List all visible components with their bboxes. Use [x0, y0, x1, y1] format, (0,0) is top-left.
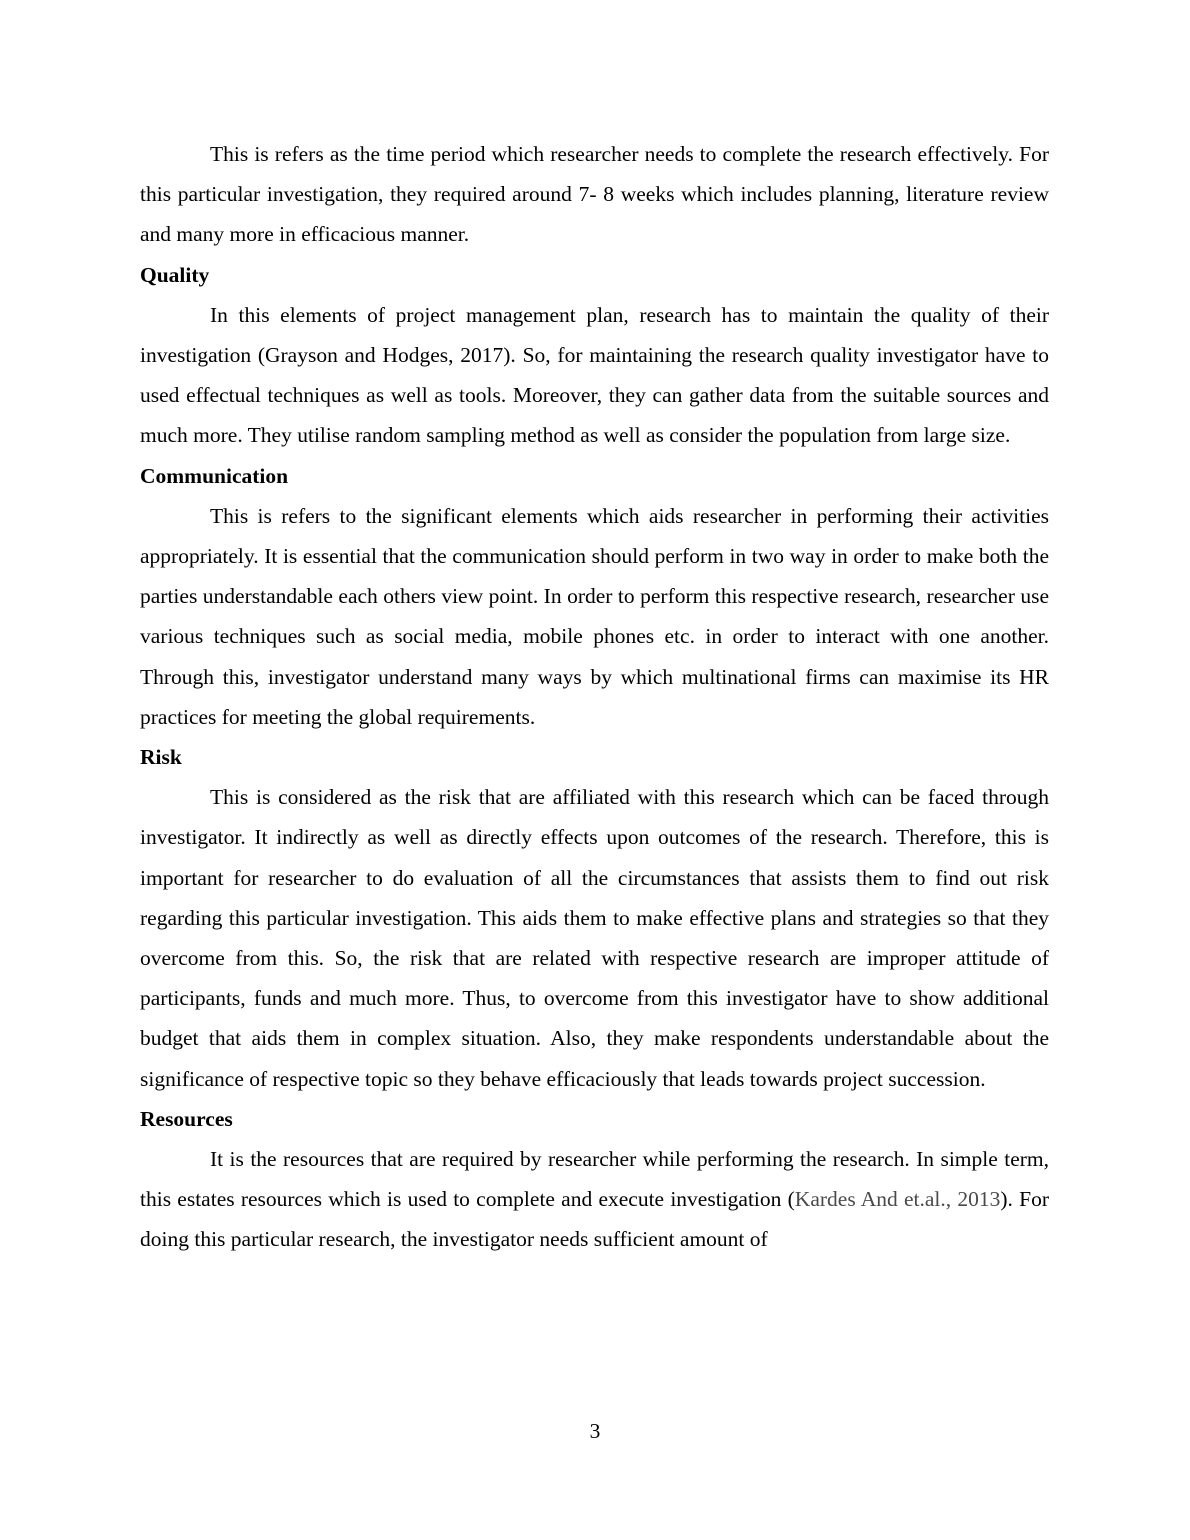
section-body-risk: This is considered as the risk that are affiliated with this research which can be faced through investigator. It indirectly as well as directly effects upon outcomes of the research. Therefore, this is important for researcher to do evaluation of all the circumstances that assists them to find out risk regarding this particular investigation. This aids them to make effective plans and strategies so that they overcome from this. So, the risk that are related with respective research are improper attitude of participants, funds and much more. Thus, to overcome from this investigator have to show additional budget that aids them in complex situation. Also, they make respondents understandable about the significance of respective topic so they behave efficaciously that leads towards project succession.: [140, 785, 1049, 1091]
resources-citation: Kardes And et.al., 2013: [794, 1187, 1001, 1212]
section-heading-risk: Risk: [140, 745, 182, 770]
document-body: [140, 134, 1049, 1260]
section-body-communication: This is refers to the significant elements which aids researcher in performing their activities appropriately. It is essential that the communication should perform in two way in order to make both the parties understandable each others view point. In order to perform this respective research, researcher use various techniques such as social media, mobile phones etc. in order to interact with one another. Through this, investigator understand many ways by which multinational firms can maximise its HR practices for meeting the global requirements.: [140, 503, 1049, 729]
section-body-quality: In this elements of project management plan, research has to maintain the quality of their investigation (Grayson and Hodges, 2017). So, for maintaining the research quality investigator have to used effectual techniques as well as tools. Moreover, they can gather data from the suitable sources and much more. They utilise random sampling method as well as consider the population from large size.: [140, 302, 1049, 448]
section-body-resources: [140, 1139, 1049, 1260]
intro-paragraph: This is refers as the time period which researcher needs to complete the research effectively. For this particular investigation, they required around 7- 8 weeks which includes planning, literature review and many more in efficacious manner.: [140, 142, 1049, 247]
section-heading-quality: Quality: [140, 262, 210, 287]
resources-text-after-citation: ). For doing this particular research, the investigator needs sufficient amount of: [140, 1187, 1050, 1252]
section-heading-communication: Communication: [140, 463, 289, 488]
section-heading-resources: Resources: [140, 1106, 233, 1131]
page-number: 3: [589, 1419, 601, 1443]
resources-text-before-citation: It is the resources that are required by researcher while performing the research. In simple term, this estates resources which is used to complete and execute investigation (: [140, 1147, 1049, 1212]
